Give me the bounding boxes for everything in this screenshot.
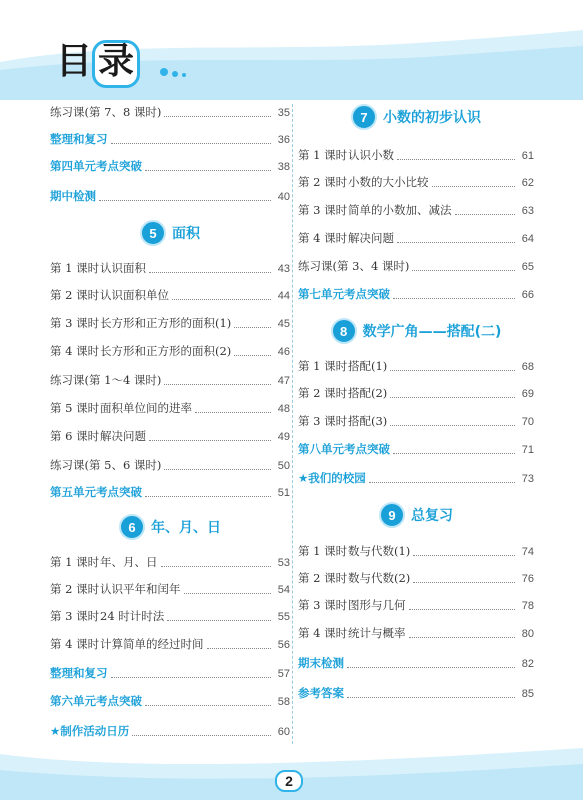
page-ref: 53 bbox=[277, 557, 290, 569]
lesson-topic: 简单的小数加、减法 bbox=[348, 203, 452, 217]
dot-leader bbox=[164, 468, 271, 470]
toc-entry[interactable] bbox=[50, 400, 290, 418]
dot-leader bbox=[234, 326, 271, 328]
section-title: 第七单元考点突破 bbox=[298, 287, 390, 301]
lesson-number: 第 2 课时 bbox=[298, 571, 348, 585]
lesson-topic: 解决问题 bbox=[348, 231, 394, 245]
toc-entry[interactable] bbox=[298, 625, 534, 643]
lesson-number: 第 3 课时 bbox=[50, 316, 100, 330]
dot-leader bbox=[172, 298, 271, 300]
dot-leader bbox=[397, 158, 515, 160]
dot-leader bbox=[149, 271, 271, 273]
toc-entry[interactable] bbox=[298, 258, 534, 276]
lesson-number: 第 4 课时 bbox=[298, 231, 348, 245]
dot-leader bbox=[132, 734, 271, 736]
dot-leader bbox=[207, 647, 272, 649]
dot-leader bbox=[164, 383, 271, 385]
page-ref: 82 bbox=[521, 658, 534, 670]
toc-entry[interactable] bbox=[50, 131, 290, 149]
page-ref: 78 bbox=[521, 600, 534, 612]
unit-heading bbox=[50, 219, 290, 247]
dot-leader bbox=[432, 185, 516, 187]
lesson-topic: 数与代数(2) bbox=[348, 571, 411, 585]
dot-leader bbox=[455, 213, 516, 215]
dot-leader bbox=[413, 581, 515, 583]
toc-entry[interactable] bbox=[298, 685, 534, 703]
section-title: 期中检测 bbox=[50, 189, 96, 203]
toc-entry[interactable] bbox=[50, 188, 290, 206]
dot-leader bbox=[167, 619, 271, 621]
toc-entry[interactable] bbox=[50, 636, 290, 654]
dot-leader bbox=[145, 495, 271, 497]
page-ref: 35 bbox=[277, 107, 290, 119]
toc-entry[interactable] bbox=[50, 581, 290, 599]
section-title: 参考答案 bbox=[298, 686, 344, 700]
unit-number-badge: 6 bbox=[119, 514, 145, 540]
dot-leader bbox=[145, 704, 271, 706]
lesson-topic: 图形与几何 bbox=[348, 598, 406, 612]
unit-heading bbox=[50, 513, 290, 541]
lesson-number: 第 3 课时 bbox=[298, 414, 348, 428]
page-ref: 64 bbox=[521, 233, 534, 245]
decor-dot bbox=[160, 68, 168, 76]
dot-leader bbox=[111, 676, 272, 678]
lesson-number: 第 1 课时 bbox=[50, 555, 100, 569]
toc-entry[interactable] bbox=[50, 457, 290, 475]
page-ref: 61 bbox=[521, 150, 534, 162]
unit-title: 小数的初步认识 bbox=[383, 110, 481, 126]
dot-leader bbox=[234, 354, 271, 356]
decor-dot bbox=[172, 71, 178, 77]
lesson-topic: 长方形和正方形的面积(1) bbox=[100, 316, 232, 330]
toc-entry[interactable] bbox=[50, 260, 290, 278]
lesson-number: 第 3 课时 bbox=[50, 609, 100, 623]
toc-entry[interactable] bbox=[50, 428, 290, 446]
lesson-number: 第 2 课时 bbox=[298, 175, 348, 189]
page-ref: 40 bbox=[277, 191, 290, 203]
lesson-number: 第 4 课时 bbox=[50, 637, 100, 651]
lesson-number: 第 4 课时 bbox=[50, 344, 100, 358]
unit-number-badge: 5 bbox=[140, 220, 166, 246]
page-ref: 49 bbox=[277, 431, 290, 443]
page-ref: 43 bbox=[277, 263, 290, 275]
toc-entry[interactable] bbox=[50, 693, 290, 711]
page-ref: 66 bbox=[521, 289, 534, 301]
page-ref: 47 bbox=[277, 375, 290, 387]
lesson-topic: 长方形和正方形的面积(2) bbox=[100, 344, 232, 358]
lesson-number: 第 1 课时 bbox=[298, 148, 348, 162]
page-ref: 44 bbox=[277, 290, 290, 302]
section-title: 第八单元考点突破 bbox=[298, 442, 390, 456]
practice-title: 练习课(第 1～4 课时) bbox=[50, 373, 162, 387]
toc-entry[interactable] bbox=[50, 372, 290, 390]
section-title: 第四单元考点突破 bbox=[50, 159, 142, 173]
toc-entry[interactable] bbox=[298, 358, 534, 376]
unit-heading bbox=[298, 103, 534, 131]
dot-leader bbox=[164, 115, 271, 117]
toc-entry[interactable] bbox=[298, 570, 534, 588]
section-title: 第五单元考点突破 bbox=[50, 485, 142, 499]
page-ref: 74 bbox=[521, 546, 534, 558]
title-char-lu: 录 bbox=[98, 41, 135, 82]
dot-leader bbox=[390, 424, 515, 426]
page-ref: 50 bbox=[277, 460, 290, 472]
toc-entry[interactable] bbox=[298, 597, 534, 615]
section-title: 整理和复习 bbox=[50, 666, 108, 680]
toc-entry[interactable] bbox=[50, 608, 290, 626]
title-char-mu: 目 bbox=[56, 41, 93, 82]
dot-leader bbox=[393, 452, 515, 454]
dot-leader bbox=[409, 636, 516, 638]
dot-leader bbox=[184, 592, 272, 594]
dot-leader bbox=[390, 396, 515, 398]
dot-leader bbox=[145, 169, 271, 171]
toc-entry[interactable] bbox=[50, 287, 290, 305]
lesson-topic: 认识面积单位 bbox=[100, 288, 169, 302]
lesson-number: 第 1 课时 bbox=[50, 261, 100, 275]
lesson-topic: 认识小数 bbox=[348, 148, 394, 162]
unit-title: 面积 bbox=[172, 226, 200, 242]
lesson-topic: 解决问题 bbox=[100, 429, 146, 443]
page-ref: 38 bbox=[277, 161, 290, 173]
page-ref: 54 bbox=[277, 584, 290, 596]
unit-heading bbox=[298, 501, 534, 529]
lesson-topic: 计算简单的经过时间 bbox=[100, 637, 204, 651]
section-title: 期末检测 bbox=[298, 656, 344, 670]
unit-title: 年、月、日 bbox=[151, 520, 221, 536]
page-ref: 73 bbox=[521, 473, 534, 485]
unit-heading bbox=[298, 317, 534, 345]
toc-entry[interactable] bbox=[298, 385, 534, 403]
page-ref: 70 bbox=[521, 416, 534, 428]
toc-entry[interactable] bbox=[298, 230, 534, 248]
dot-leader bbox=[149, 439, 271, 441]
page-ref: 60 bbox=[277, 726, 290, 738]
lesson-topic: 年、月、日 bbox=[100, 555, 158, 569]
dot-leader bbox=[397, 241, 515, 243]
dot-leader bbox=[369, 481, 515, 483]
dot-leader bbox=[161, 565, 272, 567]
dot-leader bbox=[412, 269, 515, 271]
section-title: 整理和复习 bbox=[50, 132, 108, 146]
lesson-topic: 搭配(1) bbox=[348, 359, 388, 373]
section-title: ★制作活动日历 bbox=[50, 724, 130, 738]
lesson-number: 第 1 课时 bbox=[298, 359, 348, 373]
lesson-topic: 统计与概率 bbox=[348, 626, 406, 640]
page-ref: 58 bbox=[277, 696, 290, 708]
page-ref: 48 bbox=[277, 403, 290, 415]
lesson-number: 第 4 课时 bbox=[298, 626, 348, 640]
toc-entry[interactable] bbox=[50, 723, 290, 741]
toc-entry[interactable] bbox=[298, 286, 534, 304]
page-ref: 57 bbox=[277, 668, 290, 680]
page-ref: 68 bbox=[521, 361, 534, 373]
lesson-number: 第 5 课时 bbox=[50, 401, 100, 415]
practice-title: 练习课(第 7、8 课时) bbox=[50, 105, 162, 119]
toc-entry[interactable] bbox=[298, 202, 534, 220]
page-ref: 46 bbox=[277, 346, 290, 358]
dot-leader bbox=[409, 608, 516, 610]
lesson-number: 第 2 课时 bbox=[50, 288, 100, 302]
lesson-topic: 24 时计时法 bbox=[100, 609, 165, 623]
page-ref: 63 bbox=[521, 205, 534, 217]
page-header bbox=[0, 0, 583, 100]
unit-title: 总复习 bbox=[411, 508, 453, 524]
dot-leader bbox=[195, 411, 271, 413]
lesson-number: 第 2 课时 bbox=[298, 386, 348, 400]
page-ref: 45 bbox=[277, 318, 290, 330]
page-number: 2 bbox=[275, 770, 303, 792]
toc-entry[interactable] bbox=[50, 315, 290, 333]
page-ref: 80 bbox=[521, 628, 534, 640]
dot-leader bbox=[393, 297, 515, 299]
toc-entry[interactable] bbox=[298, 147, 534, 165]
toc-entry[interactable] bbox=[298, 543, 534, 561]
lesson-number: 第 1 课时 bbox=[298, 544, 348, 558]
page-ref: 71 bbox=[521, 444, 534, 456]
lesson-topic: 搭配(3) bbox=[348, 414, 388, 428]
page-ref: 65 bbox=[521, 261, 534, 273]
lesson-number: 第 3 课时 bbox=[298, 598, 348, 612]
toc-entry[interactable] bbox=[298, 441, 534, 459]
page-ref: 36 bbox=[277, 134, 290, 146]
lesson-topic: 认识平年和闰年 bbox=[100, 582, 181, 596]
toc-entry[interactable] bbox=[50, 104, 290, 122]
unit-number-badge: 9 bbox=[379, 502, 405, 528]
toc-entry[interactable] bbox=[50, 665, 290, 683]
lesson-number: 第 3 课时 bbox=[298, 203, 348, 217]
unit-number-badge: 7 bbox=[351, 104, 377, 130]
page-ref: 55 bbox=[277, 611, 290, 623]
page-ref: 51 bbox=[277, 487, 290, 499]
page-ref: 76 bbox=[521, 573, 534, 585]
page-ref: 85 bbox=[521, 688, 534, 700]
toc-entry[interactable] bbox=[50, 484, 290, 502]
section-title: ★我们的校园 bbox=[298, 471, 366, 485]
lesson-number: 第 2 课时 bbox=[50, 582, 100, 596]
toc-entry[interactable] bbox=[50, 158, 290, 176]
practice-title: 练习课(第 5、6 课时) bbox=[50, 458, 162, 472]
lesson-topic: 认识面积 bbox=[100, 261, 146, 275]
page-ref: 69 bbox=[521, 388, 534, 400]
page-ref: 62 bbox=[521, 177, 534, 189]
dot-leader bbox=[390, 369, 515, 371]
dot-leader bbox=[111, 142, 272, 144]
toc-entry[interactable] bbox=[298, 174, 534, 192]
dot-leader bbox=[413, 554, 515, 556]
unit-number-badge: 8 bbox=[331, 318, 357, 344]
dot-leader bbox=[347, 666, 515, 668]
lesson-topic: 小数的大小比较 bbox=[348, 175, 429, 189]
dot-leader bbox=[99, 199, 271, 201]
toc-entry[interactable] bbox=[298, 413, 534, 431]
toc-entry[interactable] bbox=[50, 343, 290, 361]
dot-leader bbox=[347, 696, 515, 698]
toc-entry[interactable] bbox=[298, 470, 534, 488]
unit-title: 数学广角——搭配(二) bbox=[362, 324, 502, 340]
lesson-number: 第 6 课时 bbox=[50, 429, 100, 443]
practice-title: 练习课(第 3、4 课时) bbox=[298, 259, 410, 273]
column-divider bbox=[292, 104, 293, 744]
section-title: 第六单元考点突破 bbox=[50, 694, 142, 708]
toc-entry[interactable] bbox=[50, 554, 290, 572]
lesson-topic: 面积单位间的进率 bbox=[100, 401, 192, 415]
lesson-topic: 数与代数(1) bbox=[348, 544, 411, 558]
page-ref: 56 bbox=[277, 639, 290, 651]
toc-entry[interactable] bbox=[298, 655, 534, 673]
decor-dot bbox=[182, 73, 186, 77]
lesson-topic: 搭配(2) bbox=[348, 386, 388, 400]
